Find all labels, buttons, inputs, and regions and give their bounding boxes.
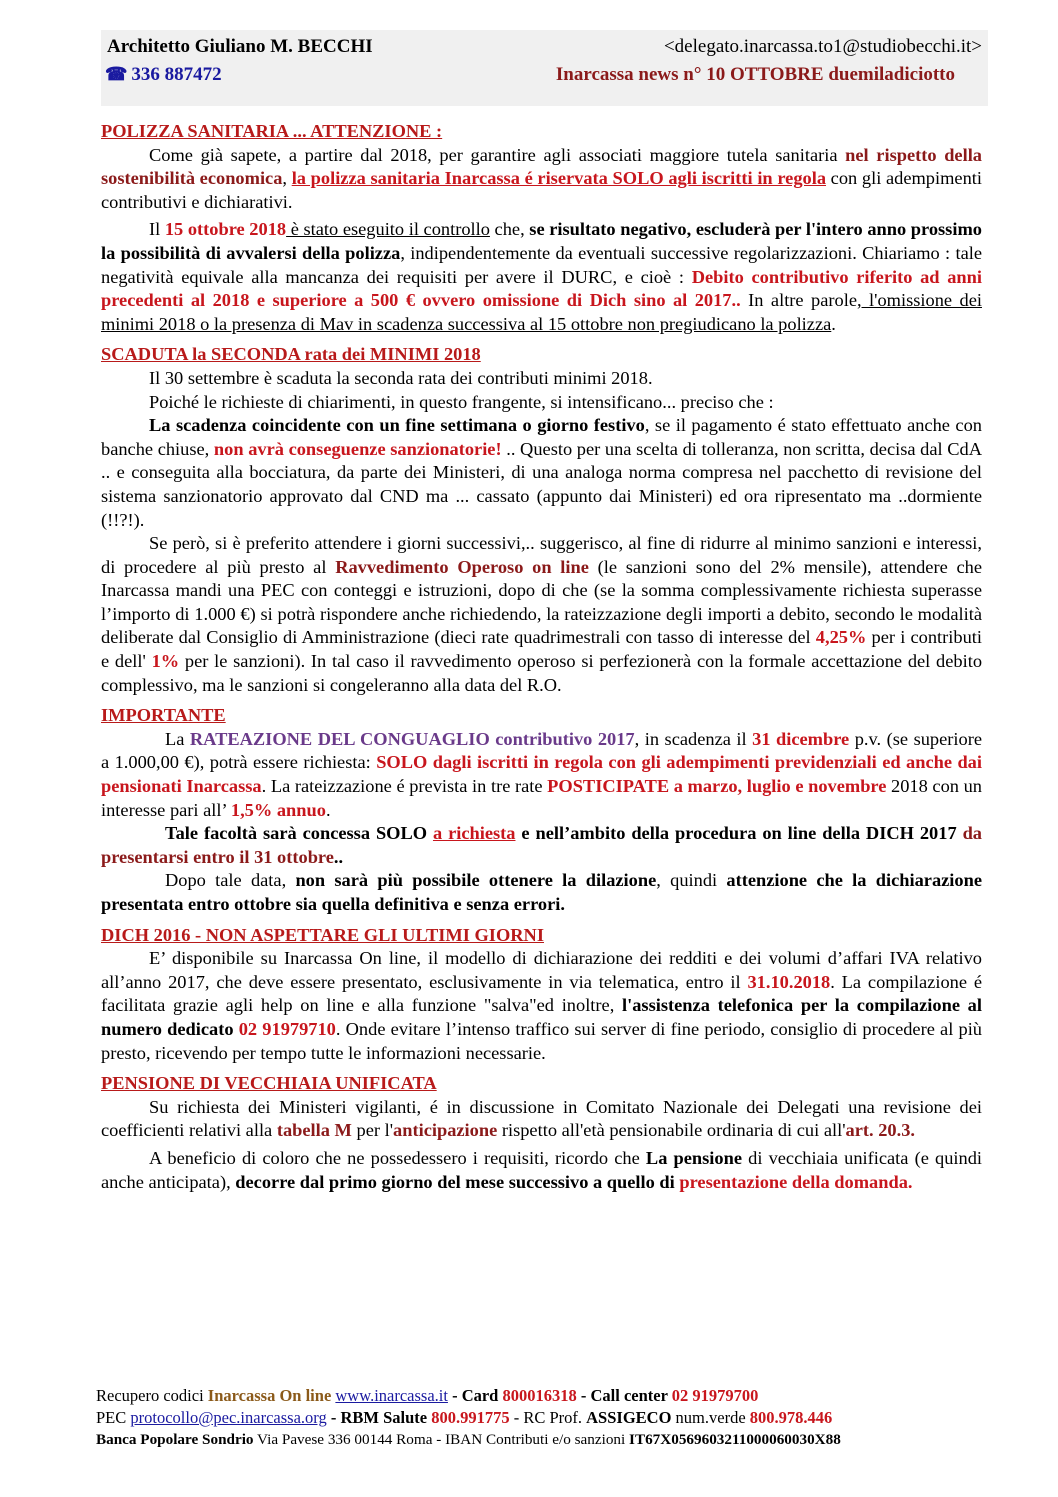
paragraph: Su richiesta dei Ministeri vigilanti, é in discussione in Comitato Nazionale dei Delegati una revisione dei coefficienti relativi alla tabella M per l'anticipazione rispetto all'età pensionabile ordinaria di cui all'art. 20.3. [101,1096,982,1141]
page-footer [96,1385,986,1451]
paragraph: La RATEAZIONE DEL CONGUAGLIO contributivo 2017, in scadenza il 31 dicembre p.v. (se superiore a 1.000,00 €), potrà essere richiesta: SOLO dagli iscritti in regola con gli adempimenti previdenziali ed anche dai pensionati Inarcassa. La rateizzazione é prevista in tre rate POSTICIPATE a marzo, luglio e novembre 2018 con un interesse pari all’ 1,5% annuo. [101,728,983,820]
phone-line [105,64,222,86]
section-title: POLIZZA SANITARIA ... ATTENZIONE : [101,121,443,141]
section-title: PENSIONE DI VECCHIAIA UNIFICATA [101,1073,437,1094]
telephone-icon: ☎ [105,64,128,84]
section-polizza [101,120,982,336]
paragraph: Il 15 ottobre 2018 è stato eseguito il controllo che, se risultato negativo, escluderà per l'intero anno prossimo la possibilità di avvalersi della polizza, indipendentemente da eventuali successive regolarizzazioni. Chiariamo : tale negatività equivale alla mancanza dei requisiti per avere il DURC, e cioè : Debito contributivo riferito ad anni precedenti al 2018 e superiore a 500 € ovvero omissione di Dich sino al 2017.. In altre parole, l'omissione dei minimi 2018 o la presenza di Mav in scadenza successiva al 15 ottobre non pregiudicano la polizza. [101,219,982,334]
paragraph: Il 30 settembre è scaduta la seconda rata dei contributi minimi 2018. [149,367,653,388]
email-address[interactable]: <delegato.inarcassa.to1@studiobecchi.it> [663,36,982,57]
phone-number: 336 887472 [131,64,222,85]
page-header [101,30,988,106]
paragraph: Tale facoltà sarà concessa SOLO a richiesta e nell’ambito della procedura on line della DICH 2017 da presentarsi entro il 31 ottobre.. [101,823,982,867]
section-minimi [101,343,982,697]
paragraph: Poiché le richieste di chiarimenti, in questo frangente, si intensificano... preciso che : [149,391,774,412]
paragraph: Dopo tale data, non sarà più possibile ottenere la dilazione, quindi attenzione che la dichiarazione presentata entro ottobre sia quella definitiva e senza errori. [101,870,982,914]
footer-row: PEC protocollo@pec.inarcassa.org - RBM Salute 800.991775 - RC Prof. ASSIGECO num.verde 800.978.446 [96,1408,833,1427]
footer-row: Banca Popolare Sondrio Via Pavese 336 00144 Roma - IBAN Contributi e/o sanzioni IT67X0569603211000060030X88 [96,1431,841,1448]
newsletter-title: Inarcassa news n° 10 OTTOBRE duemiladiciotto [555,64,955,85]
document-body [101,120,982,1201]
section-title: SCADUTA la SECONDA rata dei MINIMI 2018 [101,344,481,365]
paragraph: E’ disponibile su Inarcassa On line, il modello di dichiarazione dei redditi e dei volumi d’affari IVA relativo all’anno 2017, che deve essere presentato, esclusivamente in via telematica, entro il 31.10.2018. La compilazione é facilitata grazie agli help on line e alla funzione "salva"ed inoltre, l'assistenza telefonica per la compilazione al numero dedicato 02 91979710. Onde evitare l’intenso traffico sui server di fine periodo, consiglio di procedere al più presto, ricevendo per tempo tutte le informazioni necessarie. [101,948,983,1063]
inarcassa-link[interactable]: www.inarcassa.it [335,1386,448,1405]
paragraph: Se però, si è preferito attendere i giorni successivi,.. suggerisco, al fine di ridurre al minimo sanzioni e interessi, di procedere al più presto al Ravvedimento Operoso on line (le sanzioni sono del 2% mensile), attendere che Inarcassa mandi una PEC con conteggi e istruzioni, dopo di che (se la somma complessivamente richiesta superasse l’importo di 1.000 €) si potrà rispondere anche richiedendo, la rateizzazione degli importi a debito, secondo le modalità deliberate dal Consiglio di Amministrazione (dieci rate quadrimestrali con tasso di interesse del 4,25% per i contributi e dell' 1% per le sanzioni). In tal caso il ravvedimento operoso si perfezionerà con la formale accettazione del debito complessivo, ma le sanzioni si congeleranno alla data del R.O. [101,533,983,695]
pec-email-link[interactable]: protocollo@pec.inarcassa.org [130,1408,327,1427]
section-title: IMPORTANTE [101,705,226,726]
paragraph: La scadenza coincidente con un fine settimana o giorno festivo, se il pagamento é stato effettuato anche con banche chiuse, non avrà conseguenze sanzionatorie! .. Questo per una scelta di tolleranza, non scritta, decisa dal CdA .. e conseguita alla bocciatura, da parte dei Ministeri, di una analoga norma compresa nel pacchetto di revisione del sistema sanzionatorio approvato dal CND ma ... cassato (appunto dai Ministeri) ed ora ripresentato ma ..dormiente (!!?!). [101,415,983,530]
footer-row: Recupero codici Inarcassa On line www.inarcassa.it - Card 800016318 - Call center 02 91979700 [96,1386,759,1405]
author-name: Architetto Giuliano M. BECCHI [107,36,373,57]
section-pensione [101,1072,982,1194]
paragraph: Come già sapete, a partire dal 2018, per garantire agli associati maggiore tutela sanitaria nel rispetto della sostenibilità economica, la polizza sanitaria Inarcassa é riservata SOLO agli iscritti in regola con gli adempimenti contributivi e dichiarativi. [101,144,982,212]
section-dich [101,924,982,1066]
section-title: DICH 2016 - NON ASPETTARE GLI ULTIMI GIORNI [101,924,544,945]
paragraph: A beneficio di coloro che ne possedessero i requisiti, ricordo che La pensione di vecchiaia unificata (e quindi anche anticipata), decorre dal primo giorno del mese successivo a quello di presentazione della domanda. [101,1147,982,1192]
section-importante [101,704,982,916]
